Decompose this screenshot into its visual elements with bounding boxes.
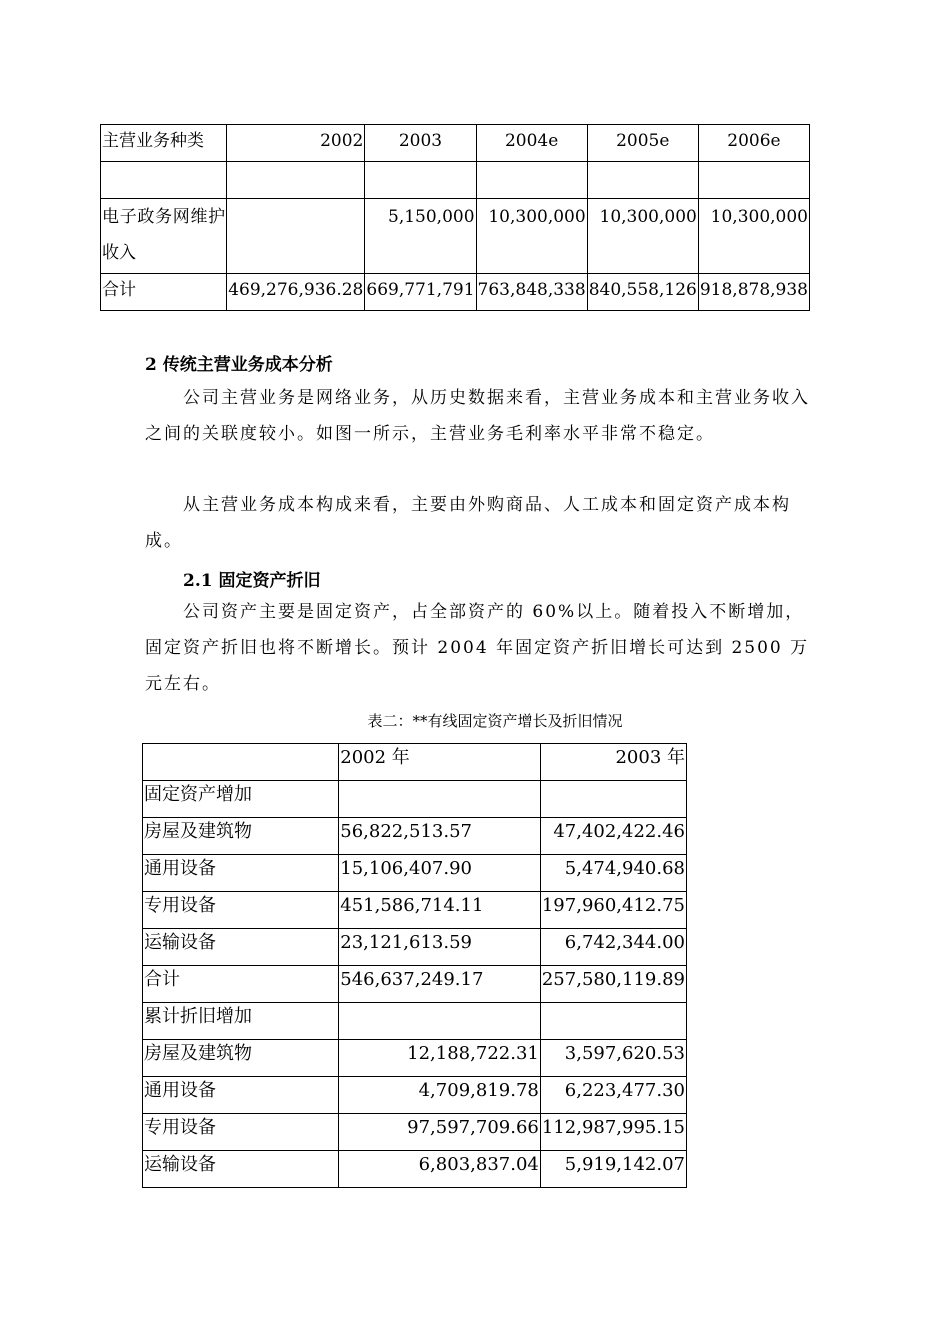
table-row bbox=[143, 892, 687, 929]
table-cell bbox=[587, 162, 698, 199]
table-cell bbox=[698, 162, 809, 199]
table-cell: 10,300,000 bbox=[476, 199, 587, 274]
table-cell: 23,121,613.59 bbox=[339, 929, 541, 966]
header-cell: 2004e bbox=[476, 125, 587, 162]
fixed-assets-table bbox=[142, 743, 687, 1188]
table-row bbox=[143, 929, 687, 966]
table-cell bbox=[101, 162, 227, 199]
table-cell bbox=[540, 781, 686, 818]
table-cell bbox=[339, 1003, 541, 1040]
paragraph: 公司资产主要是固定资产，占全部资产的 60%以上。随着投入不断增加，固定资产折旧也将不断增长。预计 2004 年固定资产折旧增长可达到 2500 万元左右。 bbox=[145, 602, 810, 694]
table-cell: 10,300,000 bbox=[587, 199, 698, 274]
section-heading: 2 传统主营业务成本分析 bbox=[145, 355, 333, 375]
table-header-row bbox=[101, 125, 810, 162]
table-cell: 3,597,620.53 bbox=[540, 1040, 686, 1077]
table-cell: 专用设备 bbox=[143, 1114, 339, 1151]
table-cell: 5,150,000 bbox=[365, 199, 476, 274]
table-cell: 通用设备 bbox=[143, 1077, 339, 1114]
header-cell: 2005e bbox=[587, 125, 698, 162]
table-cell: 763,848,338 bbox=[476, 274, 587, 311]
table-cell bbox=[227, 162, 365, 199]
table-cell: 56,822,513.57 bbox=[339, 818, 541, 855]
table-cell bbox=[339, 781, 541, 818]
table-cell: 运输设备 bbox=[143, 929, 339, 966]
table-row bbox=[101, 162, 810, 199]
table-cell: 合计 bbox=[101, 274, 227, 311]
revenue-table bbox=[100, 124, 810, 311]
table-cell: 112,987,995.15 bbox=[540, 1114, 686, 1151]
table-cell: 运输设备 bbox=[143, 1151, 339, 1188]
table-cell bbox=[365, 162, 476, 199]
table-header-row bbox=[143, 744, 687, 781]
table-row bbox=[143, 1003, 687, 1040]
table-total-row bbox=[143, 966, 687, 1003]
subsection-heading: 2.1 固定资产折旧 bbox=[183, 571, 321, 591]
header-cell bbox=[143, 744, 339, 781]
header-cell: 2002 bbox=[227, 125, 365, 162]
table-cell: 房屋及建筑物 bbox=[143, 818, 339, 855]
table-cell: 累计折旧增加 bbox=[143, 1003, 339, 1040]
paragraph: 从主营业务成本构成来看，主要由外购商品、人工成本和固定资产成本构成。 bbox=[145, 495, 791, 551]
table-cell: 840,558,126 bbox=[587, 274, 698, 311]
table-row bbox=[143, 781, 687, 818]
table-cell: 918,878,938 bbox=[698, 274, 809, 311]
table-row bbox=[143, 855, 687, 892]
table-caption: 表二：**有线固定资产增长及折旧情况 bbox=[367, 712, 623, 730]
table-cell: 电子政务网维护收入 bbox=[101, 199, 227, 274]
table-cell: 257,580,119.89 bbox=[540, 966, 686, 1003]
header-cell: 2003 bbox=[365, 125, 476, 162]
table-row bbox=[143, 1151, 687, 1188]
table-cell: 10,300,000 bbox=[698, 199, 809, 274]
table-cell bbox=[540, 1003, 686, 1040]
header-cell: 主营业务种类 bbox=[101, 125, 227, 162]
table-cell: 97,597,709.66 bbox=[339, 1114, 541, 1151]
table-cell: 12,188,722.31 bbox=[339, 1040, 541, 1077]
table-cell: 197,960,412.75 bbox=[540, 892, 686, 929]
header-cell: 2006e bbox=[698, 125, 809, 162]
table-cell: 4,709,819.78 bbox=[339, 1077, 541, 1114]
table-cell: 546,637,249.17 bbox=[339, 966, 541, 1003]
table-cell: 6,223,477.30 bbox=[540, 1077, 686, 1114]
table-cell: 6,803,837.04 bbox=[339, 1151, 541, 1188]
header-cell: 2003 年 bbox=[540, 744, 686, 781]
table-row bbox=[143, 1114, 687, 1151]
table-cell: 669,771,791 bbox=[365, 274, 476, 311]
table-cell: 6,742,344.00 bbox=[540, 929, 686, 966]
table-cell: 通用设备 bbox=[143, 855, 339, 892]
table-total-row bbox=[101, 274, 810, 311]
table-cell: 合计 bbox=[143, 966, 339, 1003]
table-cell bbox=[227, 199, 365, 274]
header-cell: 2002 年 bbox=[339, 744, 541, 781]
table-cell: 5,474,940.68 bbox=[540, 855, 686, 892]
table-row bbox=[143, 818, 687, 855]
table-row bbox=[143, 1040, 687, 1077]
table-cell: 房屋及建筑物 bbox=[143, 1040, 339, 1077]
table-cell bbox=[476, 162, 587, 199]
table-cell: 专用设备 bbox=[143, 892, 339, 929]
table-row bbox=[101, 199, 810, 274]
table-cell: 451,586,714.11 bbox=[339, 892, 541, 929]
paragraph: 公司主营业务是网络业务，从历史数据来看，主营业务成本和主营业务收入之间的关联度较小。如图一所示，主营业务毛利率水平非常不稳定。 bbox=[145, 388, 810, 444]
table-cell: 15,106,407.90 bbox=[339, 855, 541, 892]
table-cell: 5,919,142.07 bbox=[540, 1151, 686, 1188]
table-cell: 固定资产增加 bbox=[143, 781, 339, 818]
table-cell: 47,402,422.46 bbox=[540, 818, 686, 855]
table-row bbox=[143, 1077, 687, 1114]
table-cell: 469,276,936.28 bbox=[227, 274, 365, 311]
